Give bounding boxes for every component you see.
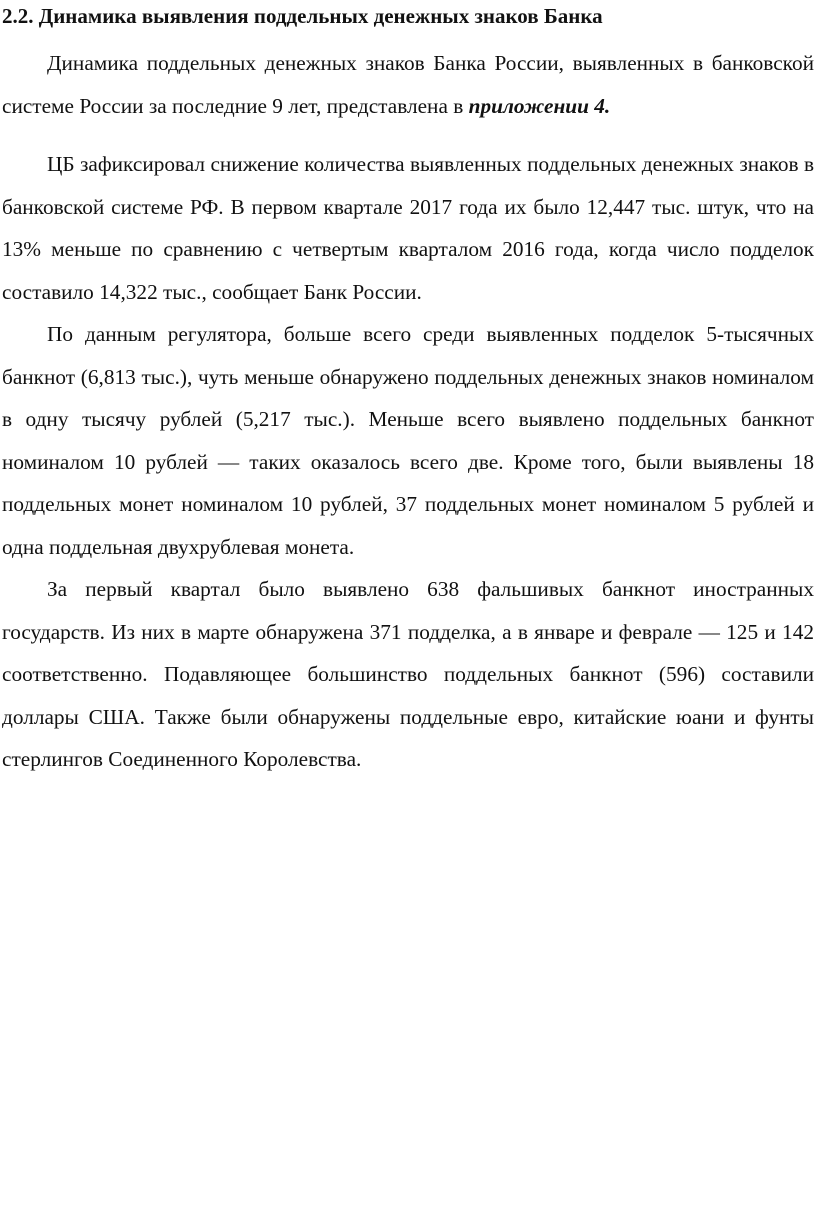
section-heading: 2.2. Динамика выявления поддельных денежных знаков Банка	[2, 4, 603, 28]
appendix-reference: приложении 4.	[468, 93, 611, 118]
paragraph-1-text: Динамика поддельных денежных знаков Банка России, выявленных в банковской системе России за последние 9 лет, представлена в	[2, 51, 814, 118]
paragraph-appendix-reference	[2, 42, 814, 127]
paragraph-denominations: По данным регулятора, больше всего среди выявленных подделок 5-тысячных банкнот (6,813 тыс.), чуть меньше обнаружено поддельных денежных знаков номиналом в одну тысячу рублей (5,217 тыс.). Меньше всего выявлено поддельных банкнот номиналом 10 рублей — таких оказалось всего две. Кроме того, были выявлены 18 поддельных монет номиналом 10 рублей, 37 поддельных монет номиналом 5 рублей и одна поддельная двухрублевая монета.	[2, 322, 814, 559]
paragraph-foreign-banknotes: За первый квартал было выявлено 638 фальшивых банкнот иностранных государств. Из них в марте обнаружена 371 подделка, а в январе и феврале — 125 и 142 соответственно. Подавляющее большинство поддельных банкнот (596) составили доллары США. Также были обнаружены поддельные евро, китайские юани и фунты стерлингов Соединенного Королевства.	[2, 577, 814, 771]
paragraph-q1-2017-summary: ЦБ зафиксировал снижение количества выявленных поддельных денежных знаков в банковской системе РФ. В первом квартале 2017 года их было 12,447 тыс. штук, что на 13% меньше по сравнению с четвертым кварталом 2016 года, когда число подделок составило 14,322 тыс., сообщает Банк России.	[2, 152, 814, 304]
